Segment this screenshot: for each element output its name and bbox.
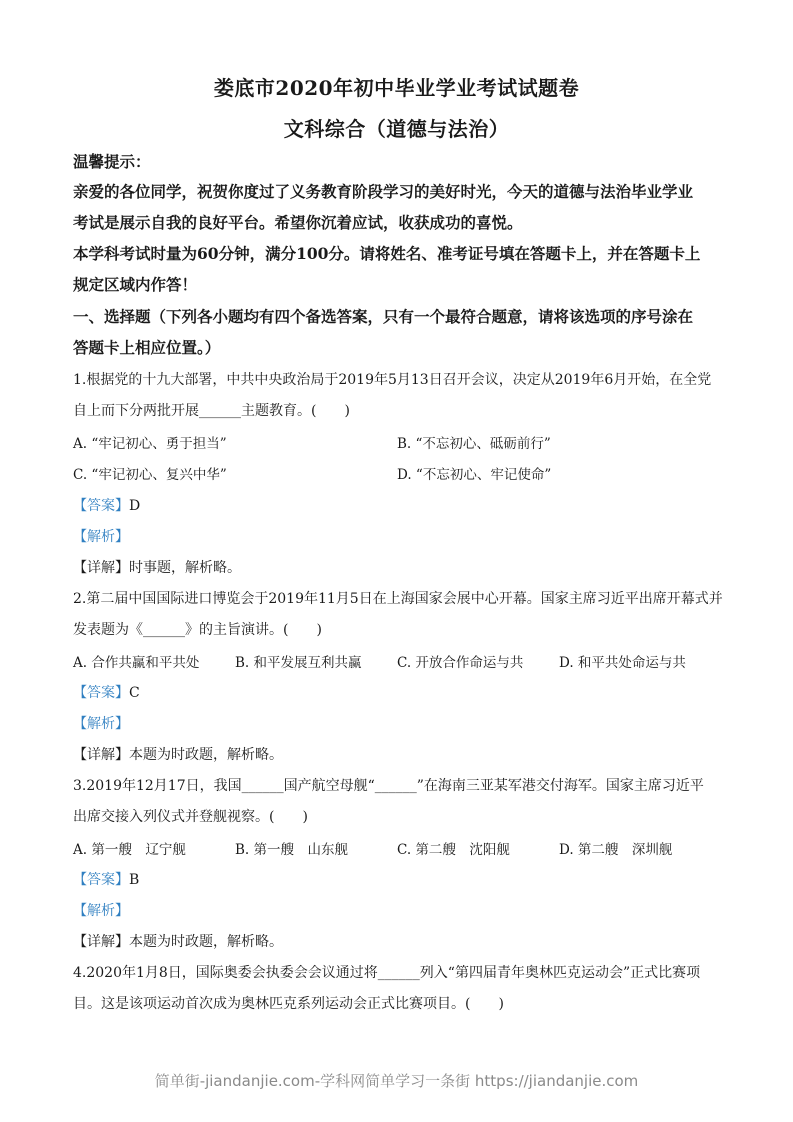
page-title: 娄底市2020年初中毕业学业考试试题卷 — [213, 76, 580, 100]
q3-analysis-label: 【解析】 — [73, 903, 129, 919]
q2-detail-row — [73, 744, 733, 764]
q1-stem-line-1: 1.根据党的十九大部署，中共中央政治局于2019年5月13日召开会议，决定从2019年6月开始，在全党 — [73, 372, 712, 388]
q2-option-b: B. 和平发展互利共赢 — [235, 655, 362, 671]
q3-option-a: A. 第一艘 辽宁舰 — [73, 842, 186, 858]
q1-option-d: D. “不忘初心、牢记使命” — [397, 467, 552, 483]
q1-stem-line-2: 自上而下分两批开展______主题教育。( ) — [73, 403, 350, 419]
notice-line-3: 本学科考试时量为60分钟，满分100分。请将姓名、准考证号填在答题卡上，并在答题卡上 — [73, 244, 701, 263]
q3-option-c: C. 第二艘 沈阳舰 — [397, 842, 510, 858]
answer-label: 【答案】 — [73, 498, 129, 514]
q2-stem-line-1: 2.第二届中国国际进口博览会于2019年11月5日在上海国家会展中心开幕。国家主席习近平出席开幕式并 — [73, 591, 723, 607]
footer-watermark: 简单街-jiandanjie.com-学科网简单学习一条街 https://jiandanjie.com — [154, 1072, 639, 1090]
q4-stem-line-2: 目。这是该项运动首次成为奥林匹克系列运动会正式比赛项目。( ) — [73, 996, 504, 1012]
notice-heading: 温馨提示： — [73, 152, 151, 171]
q1-option-a: A. “牢记初心、勇于担当” — [73, 436, 227, 452]
q1-option-c: C. “牢记初心、复兴中华” — [73, 467, 227, 483]
q2-detail: 本题为时政题，解析略。 — [129, 747, 283, 763]
detail-label: 【详解】 — [73, 934, 129, 950]
q1-answer-row — [73, 495, 733, 515]
notice-line-4: 规定区域内作答！ — [73, 275, 198, 294]
q3-detail: 本题为时政题，解析略。 — [129, 934, 283, 950]
q4-stem-line-1: 4.2020年1月8日，国际奥委会执委会会议通过将______列入“第四届青年奥林匹克运动会”正式比赛项 — [73, 965, 701, 981]
q1-detail-row — [73, 557, 733, 577]
notice-line-1: 亲爱的各位同学，祝贺你度过了义务教育阶段学习的美好时光，今天的道德与法治毕业学业 — [73, 182, 694, 201]
q2-option-a: A. 合作共赢和平共处 — [73, 655, 200, 671]
section-heading-line-1: 一、选择题（下列各小题均有四个备选答案，只有一个最符合题意，请将该选项的序号涂在 — [73, 307, 694, 326]
q2-option-d: D. 和平共处命运与共 — [559, 655, 686, 671]
q3-answer: B — [129, 872, 140, 888]
q2-answer-row — [73, 682, 733, 702]
q3-stem-line-2: 出席交接入列仪式并登舰视察。( ) — [73, 809, 308, 825]
q2-option-c: C. 开放合作命运与共 — [397, 655, 524, 671]
q2-stem-line-2: 发表题为《______》的主旨演讲。( ) — [73, 622, 322, 638]
section-heading-line-2: 答题卡上相应位置。） — [73, 338, 221, 357]
q2-answer: C — [129, 685, 140, 701]
detail-label: 【详解】 — [73, 747, 129, 763]
answer-label: 【答案】 — [73, 685, 129, 701]
q2-analysis-label: 【解析】 — [73, 716, 129, 732]
answer-label: 【答案】 — [73, 872, 129, 888]
notice-line-2: 考试是展示自我的良好平台。希望你沉着应试，收获成功的喜悦。 — [73, 213, 523, 232]
q3-stem-line-1: 3.2019年12月17日，我国______国产航空母舰“______”在海南三亚某军港交付海军。国家主席习近平 — [73, 778, 704, 794]
detail-label: 【详解】 — [73, 560, 129, 576]
q1-analysis-label: 【解析】 — [73, 529, 129, 545]
q3-detail-row — [73, 931, 733, 951]
q1-answer: D — [129, 498, 141, 514]
q3-answer-row — [73, 869, 733, 889]
q1-option-b: B. “不忘初心、砥砺前行” — [397, 436, 551, 452]
q1-detail: 时事题，解析略。 — [129, 560, 241, 576]
q3-option-d: D. 第二艘 深圳舰 — [559, 842, 673, 858]
page-subtitle: 文科综合（道德与法治） — [283, 117, 510, 141]
q3-option-b: B. 第一艘 山东舰 — [235, 842, 349, 858]
